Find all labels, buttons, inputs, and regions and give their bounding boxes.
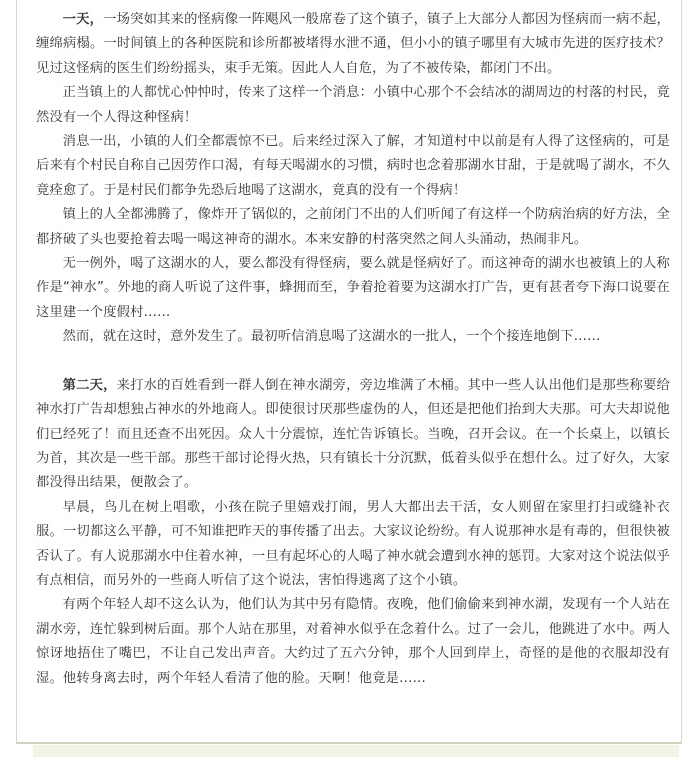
day1-lead: 一天，: [62, 12, 104, 27]
day2-lead: 第二天，: [62, 377, 117, 393]
day1-paragraph-2: 正当镇上的人都忧心忡忡时，传来了这样一个消息：小镇中心那个不会结冰的湖周边的村落的村民，竟然没有一个人得这种怪病！: [36, 85, 670, 125]
section-gap: [36, 350, 670, 374]
day1-paragraph-6: 然而，就在这时，意外发生了。最初听信消息喝了这湖水的一批人，一个个接连地倒下……: [62, 329, 601, 345]
day2-paragraph-2: 早晨，鸟儿在树上唱歌，小孩在院子里嬉戏打闹，男人大都出去干活，女人则留在家里打扫或缝补衣服。一切都这么平静，可不知谁把昨天的事传播了出去。大家议论纷纷。有人说那神水是有毒的，但很快被否认了。有人说那湖水中住着水神，一旦有起坏心的人喝了神水就会遭到水神的惩罚。大家对这个说法似乎有点相信，而另外的一些商人听信了这个说法，害怕得逃离了这个小镇。: [36, 499, 670, 588]
day1-paragraph-4: 镇上的人全都沸腾了，像炸开了锅似的，之前闭门不出的人们听闻了有这样一个防病治病的好方法，全都挤破了头也要抢着去喝一喝这神奇的湖水。本来安静的村落突然之间人头涌动，热闹非凡。: [36, 207, 670, 247]
article-content: [36, 8, 670, 691]
day1-paragraph-3: 消息一出，小镇的人们全都震惊不已。后来经过深入了解，才知道村中以前是有人得了这怪病的，可是后来有个村民自称自己因劳作口渴，有每天喝湖水的习惯，病时也念着那湖水甘甜，于是就喝了湖水，不久竟痊愈了。于是村民们都争先恐后地喝了这湖水，竟真的没有一个得病！: [36, 134, 670, 198]
day2-paragraph-3: 有两个年轻人却不这么认为，他们认为其中另有隐情。夜晚，他们偷偷来到神水湖，发现有一个人站在湖水旁，连忙躲到树后面。那个人站在那里，对着神水似乎在念着什么。过了一会儿，他跳进了水中。两人惊讶地捂住了嘴巴，不让自己发出声音。大约过了五六分钟，那个人回到岸上，奇怪的是他的衣服却没有湿。他转身离去时，两个年轻人看清了他的脸。天啊！他竟是……: [36, 597, 670, 686]
day1-paragraph-5: 无一例外，喝了这湖水的人，要么都没有得怪病，要么就是怪病好了。而这神奇的湖水也被镇上的人称作是“神水”。外地的商人听说了这件事，蜂拥而至，争着抢着要为这湖水打广告，更有甚者夸下海口说要在这里建一个度假村……: [36, 256, 670, 320]
day2-paragraph-1: [36, 374, 670, 496]
day2-paragraph-1-text: 来打水的百姓看到一群人倒在神水湖旁，旁边堆满了木桶。其中一些人认出他们是那些称要给神水打广告却想独占神水的外地商人。即使很讨厌那些虚伪的人，但还是把他们抬到大夫那。可大夫却说他们已经死了！而且还查不出死因。众人十分震惊，连忙告诉镇长。当晚，召开会议。在一个长桌上，以镇长为首，其次是一些干部。那些干部讨论得火热，只有镇长十分沉默，低着头似乎在想什么。过了好久，大家都没得出结果，便散会了。: [36, 377, 670, 491]
day1-paragraph-1-text: 一场突如其来的怪病像一阵飓风一般席卷了这个镇子，镇子上大部分人都因为怪病而一病不起，缠绵病榻。一时间镇上的各种医院和诊所都被堵得水泄不通，但小小的镇子哪里有大城市先进的医疗技术？见过这怪病的医生们纷纷摇头，束手无策。因此人人自危，为了不被传染，都闭门不出。: [36, 12, 670, 76]
bottom-shadow-strip: [33, 745, 679, 757]
day1-paragraph-1: [36, 8, 670, 81]
